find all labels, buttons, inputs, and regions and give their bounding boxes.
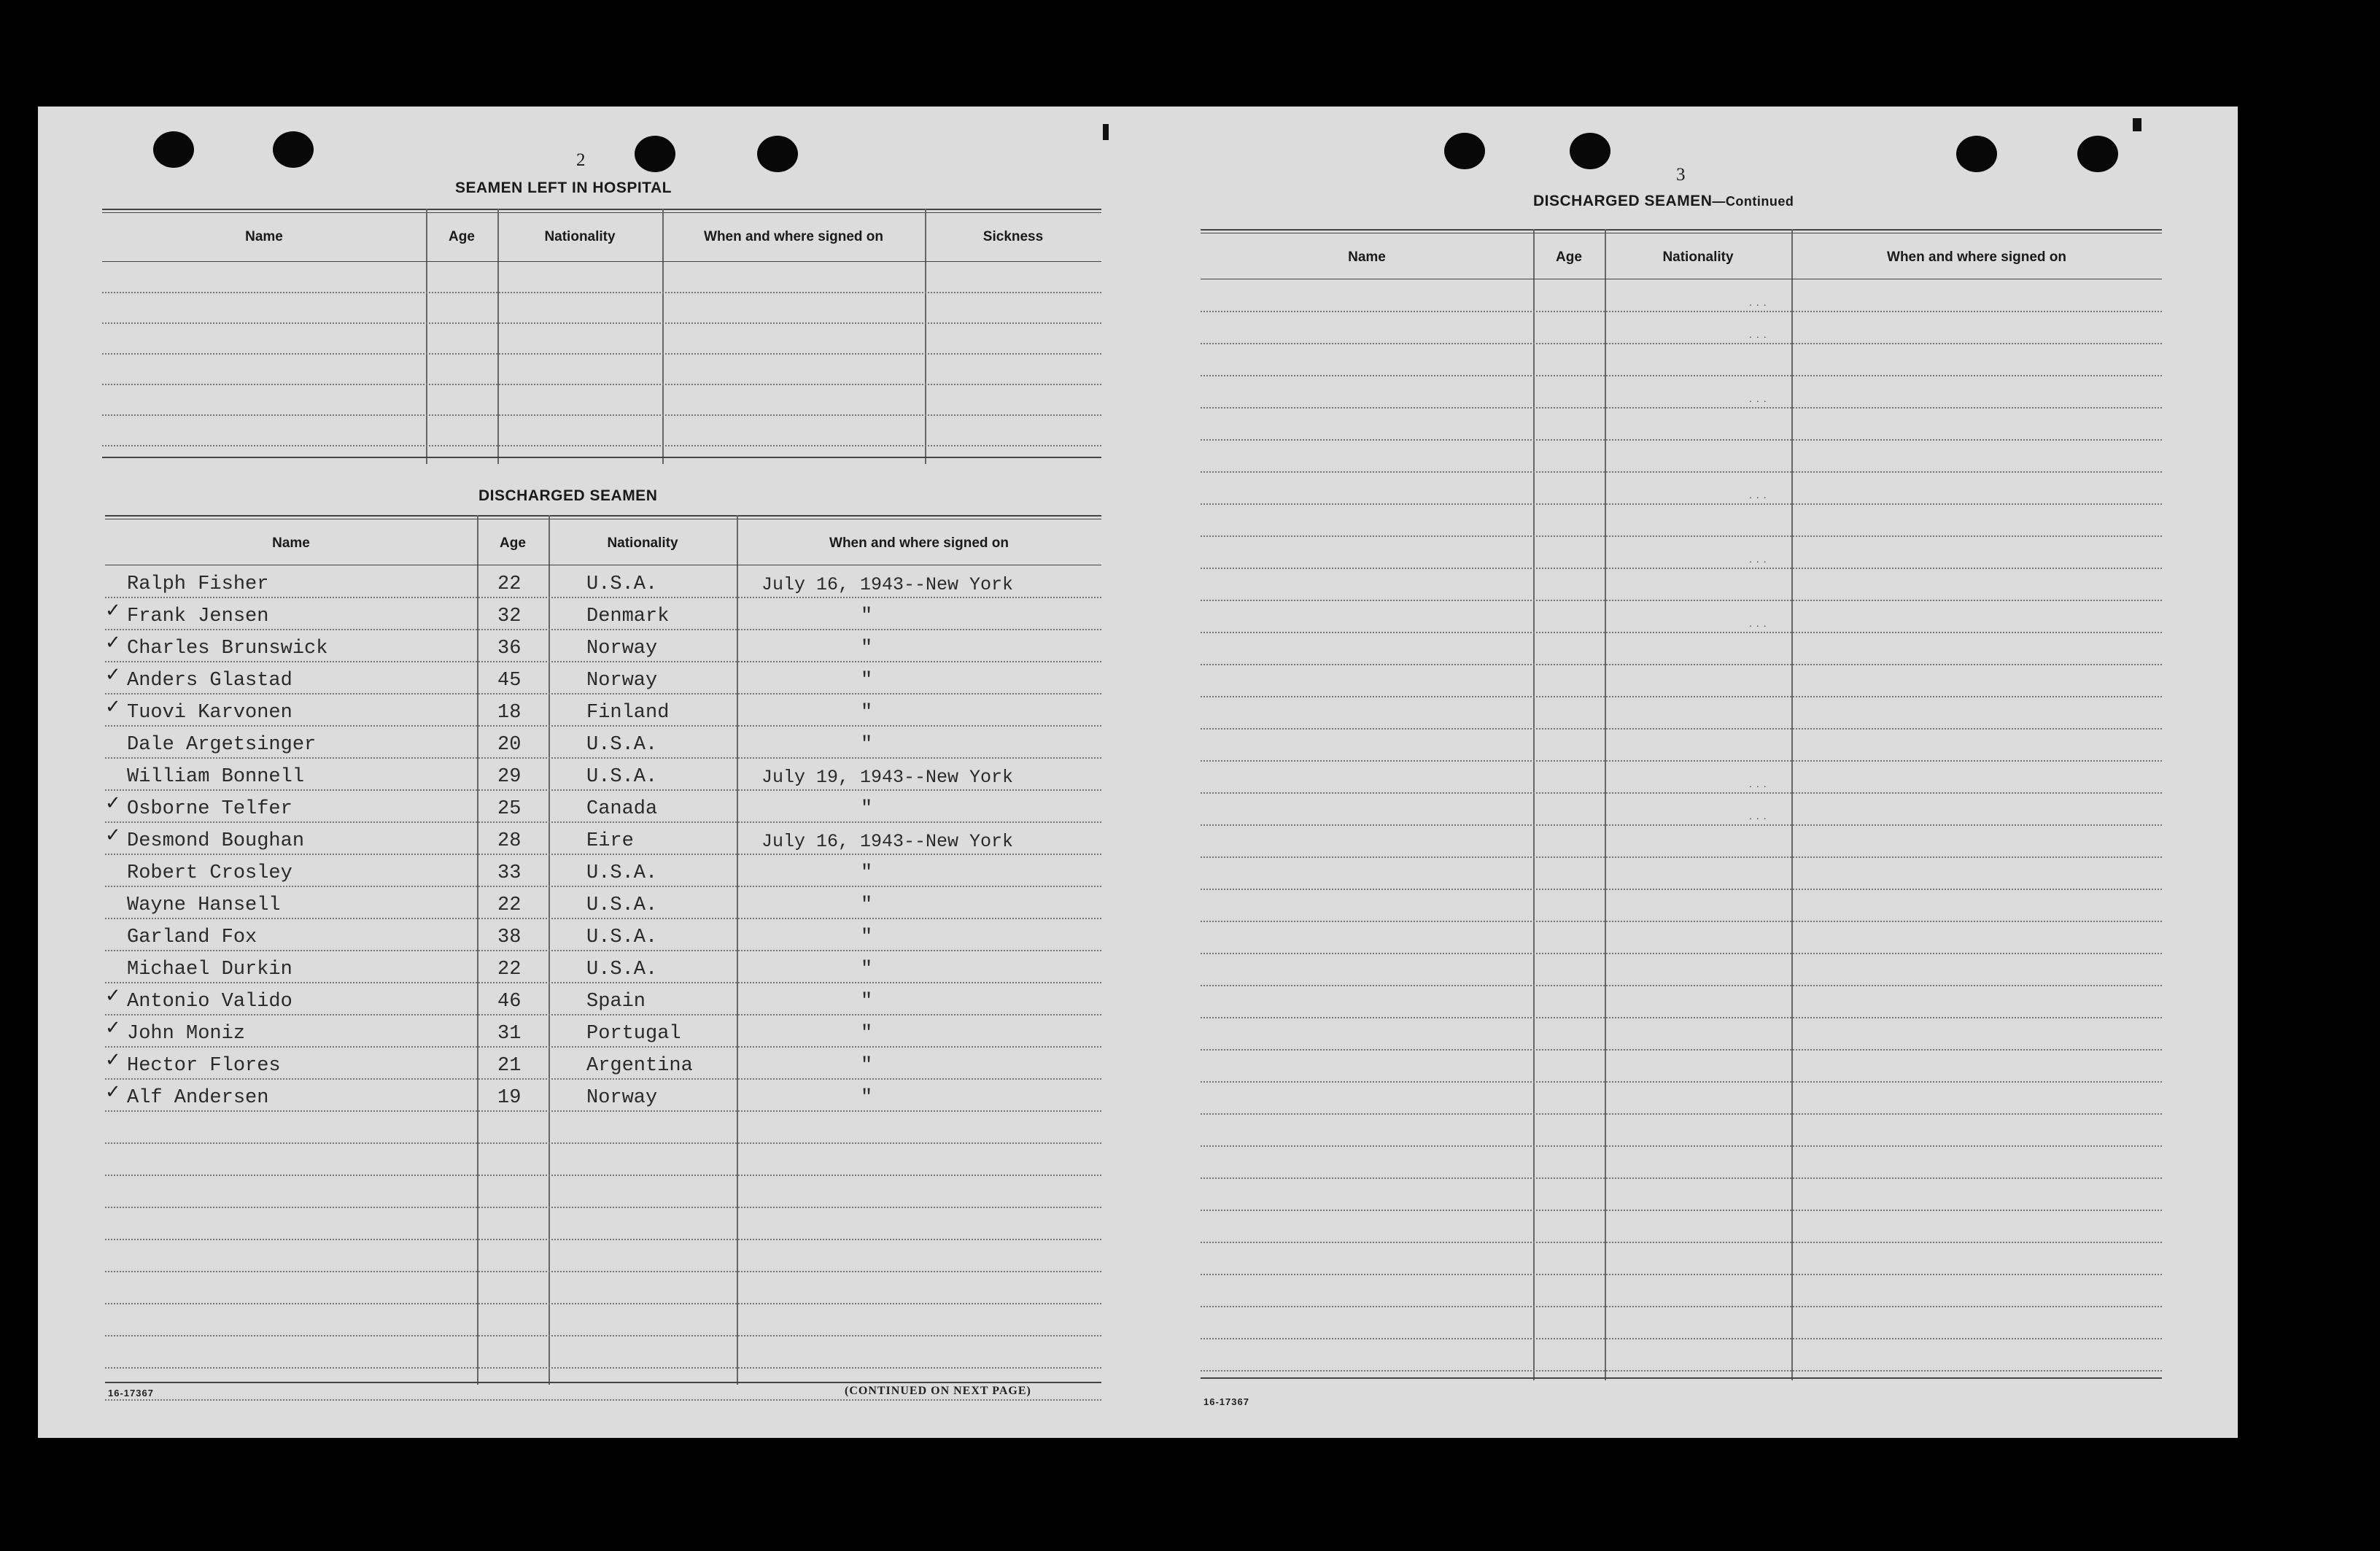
seaman-nationality: Canada xyxy=(586,798,658,820)
table-row xyxy=(105,1078,1101,1112)
table-row xyxy=(105,629,1101,662)
form-number-left: 16-17367 xyxy=(108,1388,154,1399)
seaman-age: 45 xyxy=(497,670,522,692)
seaman-name: William Bonnell xyxy=(127,766,305,788)
ditto-dots: ... xyxy=(1749,392,1771,404)
table-row xyxy=(105,1110,1101,1144)
blank-row xyxy=(1201,1274,2162,1307)
signed-on: " xyxy=(861,1023,873,1045)
table-row xyxy=(105,1271,1101,1304)
seaman-age: 25 xyxy=(497,798,522,820)
hospital-section-title: SEAMEN LEFT IN HOSPITAL xyxy=(455,179,672,196)
signed-on: " xyxy=(861,991,873,1013)
seaman-nationality: U.S.A. xyxy=(586,862,658,884)
seaman-nationality: U.S.A. xyxy=(586,927,658,948)
seaman-nationality: U.S.A. xyxy=(586,959,658,981)
column-header-nationality: Nationality xyxy=(607,535,678,551)
discharged-section-title: DISCHARGED SEAMEN xyxy=(478,487,658,504)
signed-on: " xyxy=(861,798,873,820)
blank-row xyxy=(1201,1081,2162,1115)
seaman-name: Charles Brunswick xyxy=(127,638,328,660)
hospital-table xyxy=(102,209,1101,464)
seaman-nationality: U.S.A. xyxy=(586,894,658,916)
ditto-dots: ... xyxy=(1749,810,1771,821)
punch-hole xyxy=(635,136,675,172)
seaman-nationality: U.S.A. xyxy=(586,573,658,595)
punch-hole xyxy=(1570,133,1610,169)
signed-on: " xyxy=(861,959,873,981)
ditto-dots: ... xyxy=(1749,328,1771,340)
scan-mark xyxy=(1103,124,1109,140)
seaman-nationality: Norway xyxy=(586,1087,658,1109)
table-row xyxy=(105,1046,1101,1080)
blank-row xyxy=(1201,1242,2162,1275)
table-row xyxy=(105,1239,1101,1272)
blank-row xyxy=(1201,921,2162,954)
blank-row xyxy=(1201,343,2162,376)
signed-on: " xyxy=(861,702,873,724)
table-row xyxy=(105,982,1101,1016)
discharged-table xyxy=(105,515,1101,1385)
blank-row xyxy=(1201,568,2162,601)
seaman-name: Dale Argetsinger xyxy=(127,734,317,756)
signed-on: July 16, 1943--New York xyxy=(761,831,1014,852)
table-row xyxy=(105,661,1101,695)
signed-on: July 19, 1943--New York xyxy=(761,767,1014,788)
table-row xyxy=(105,821,1101,855)
seaman-name: Wayne Hansell xyxy=(127,894,281,916)
table-row xyxy=(105,950,1101,983)
table-row xyxy=(105,757,1101,791)
seaman-age: 46 xyxy=(497,991,522,1013)
seaman-age: 29 xyxy=(497,766,522,788)
punch-hole xyxy=(1956,136,1997,172)
blank-row xyxy=(1201,1113,2162,1147)
signed-on: " xyxy=(861,734,873,756)
table-row xyxy=(105,1335,1101,1369)
right-title-suffix: —Continued xyxy=(1712,194,1794,209)
blank-row xyxy=(1201,824,2162,858)
ditto-dots: ... xyxy=(1749,489,1771,500)
column-header-nationality: Nationality xyxy=(544,229,616,244)
blank-row xyxy=(1201,728,2162,762)
seaman-name: Garland Fox xyxy=(127,927,257,948)
blank-row xyxy=(1201,856,2162,890)
blank-row xyxy=(1201,760,2162,794)
table-row xyxy=(105,597,1101,630)
form-number-right: 16-17367 xyxy=(1203,1396,1249,1407)
signed-on: " xyxy=(861,638,873,660)
seaman-name: Desmond Boughan xyxy=(127,830,305,852)
seaman-age: 31 xyxy=(497,1023,522,1045)
check-mark: ✓ xyxy=(105,632,121,654)
seaman-age: 19 xyxy=(497,1087,522,1109)
blank-row xyxy=(1201,1049,2162,1083)
scan-mark xyxy=(2133,118,2141,131)
blank-row xyxy=(1201,1210,2162,1243)
table-row xyxy=(105,1303,1101,1337)
table-row xyxy=(105,1014,1101,1048)
seaman-nationality: Argentina xyxy=(586,1055,693,1077)
check-mark: ✓ xyxy=(105,1017,121,1039)
seaman-age: 18 xyxy=(497,702,522,724)
check-mark: ✓ xyxy=(105,664,121,686)
seaman-name: Osborne Telfer xyxy=(127,798,292,820)
signed-on: " xyxy=(861,862,873,884)
punch-hole xyxy=(273,131,314,168)
blank-row xyxy=(1201,889,2162,922)
seaman-age: 33 xyxy=(497,862,522,884)
blank-row xyxy=(1201,1338,2162,1372)
page-number-right: 3 xyxy=(1676,165,1686,185)
blank-row xyxy=(1201,600,2162,633)
check-mark: ✓ xyxy=(105,985,121,1007)
signed-on: July 16, 1943--New York xyxy=(761,574,1014,595)
blank-row xyxy=(1201,407,2162,441)
column-header-sickness: Sickness xyxy=(982,229,1044,244)
table-row xyxy=(105,565,1101,598)
check-mark: ✓ xyxy=(105,696,121,718)
table-row xyxy=(105,1142,1101,1176)
blank-row xyxy=(1201,1306,2162,1339)
seaman-age: 36 xyxy=(497,638,522,660)
check-mark: ✓ xyxy=(105,1049,121,1071)
blank-row xyxy=(1201,985,2162,1018)
ditto-dots: ... xyxy=(1749,553,1771,565)
blank-row xyxy=(1201,471,2162,505)
check-mark: ✓ xyxy=(105,792,121,814)
seaman-name: John Moniz xyxy=(127,1023,246,1045)
check-mark: ✓ xyxy=(105,1081,121,1103)
seaman-nationality: Finland xyxy=(586,702,670,724)
check-mark: ✓ xyxy=(105,824,121,846)
table-row xyxy=(105,918,1101,951)
table-row xyxy=(105,886,1101,919)
punch-hole xyxy=(757,136,798,172)
seaman-name: Tuovi Karvonen xyxy=(127,702,292,724)
column-header-nationality: Nationality xyxy=(1662,250,1734,265)
signed-on: " xyxy=(861,1055,873,1077)
seaman-age: 38 xyxy=(497,927,522,948)
punch-hole xyxy=(153,131,194,168)
blank-row xyxy=(1201,696,2162,730)
seaman-name: Robert Crosley xyxy=(127,862,292,884)
seaman-nationality: Norway xyxy=(586,670,658,692)
punch-hole xyxy=(1444,133,1485,169)
seaman-age: 22 xyxy=(497,573,522,595)
column-header-signed-on: When and where signed on xyxy=(704,229,883,244)
blank-row xyxy=(1201,279,2162,312)
seaman-name: Hector Flores xyxy=(127,1055,281,1077)
seaman-nationality: Denmark xyxy=(586,606,670,627)
seaman-name: Frank Jensen xyxy=(127,606,269,627)
signed-on: " xyxy=(861,606,873,627)
signed-on: " xyxy=(861,1087,873,1109)
seaman-age: 20 xyxy=(497,734,522,756)
seaman-nationality: Eire xyxy=(586,830,634,852)
table-row xyxy=(105,854,1101,887)
blank-row xyxy=(1201,535,2162,569)
ditto-dots: ... xyxy=(1749,617,1771,629)
seaman-age: 22 xyxy=(497,959,522,981)
table-row xyxy=(105,693,1101,727)
column-header-signed-on: When and where signed on xyxy=(829,535,1009,551)
seaman-name: Antonio Valido xyxy=(127,991,292,1013)
column-header-age: Age xyxy=(449,229,475,244)
column-header-age: Age xyxy=(500,535,526,551)
page-number-left: 2 xyxy=(576,150,586,170)
seaman-age: 22 xyxy=(497,894,522,916)
seaman-name: Ralph Fisher xyxy=(127,573,269,595)
seaman-name: Alf Andersen xyxy=(127,1087,269,1109)
seaman-nationality: U.S.A. xyxy=(586,734,658,756)
blank-row xyxy=(1201,503,2162,537)
discharged-continued-table xyxy=(1201,229,2162,1380)
right-title-main: DISCHARGED SEAMEN xyxy=(1533,193,1713,209)
ditto-dots: ... xyxy=(1749,296,1771,308)
continued-note: (CONTINUED ON NEXT PAGE) xyxy=(845,1385,1031,1397)
blank-row xyxy=(1201,632,2162,665)
seaman-nationality: U.S.A. xyxy=(586,766,658,788)
table-row xyxy=(105,789,1101,823)
blank-row xyxy=(1201,953,2162,986)
blank-row xyxy=(1201,1145,2162,1179)
blank-row xyxy=(1201,664,2162,697)
right-section-title xyxy=(1533,193,1794,210)
blank-row xyxy=(1201,439,2162,473)
signed-on: " xyxy=(861,894,873,916)
blank-row xyxy=(1201,1017,2162,1051)
seaman-name: Michael Durkin xyxy=(127,959,292,981)
seaman-nationality: Spain xyxy=(586,991,646,1013)
signed-on: " xyxy=(861,927,873,948)
document-sheet xyxy=(38,107,2238,1438)
seaman-age: 21 xyxy=(497,1055,522,1077)
column-header-signed-on: When and where signed on xyxy=(1887,250,2066,265)
punch-hole xyxy=(2077,136,2118,172)
signed-on: " xyxy=(861,670,873,692)
column-header-name: Name xyxy=(245,229,283,244)
column-header-name: Name xyxy=(272,535,310,551)
blank-row xyxy=(1201,792,2162,826)
seaman-age: 32 xyxy=(497,606,522,627)
seaman-name: Anders Glastad xyxy=(127,670,292,692)
seaman-age: 28 xyxy=(497,830,522,852)
column-header-age: Age xyxy=(1556,250,1582,265)
column-header-name: Name xyxy=(1348,250,1386,265)
seaman-nationality: Portugal xyxy=(586,1023,681,1045)
table-row xyxy=(105,725,1101,759)
ditto-dots: ... xyxy=(1749,778,1771,789)
blank-row xyxy=(1201,1177,2162,1211)
seaman-nationality: Norway xyxy=(586,638,658,660)
blank-row xyxy=(1201,375,2162,409)
blank-row xyxy=(1201,311,2162,344)
table-row xyxy=(105,1175,1101,1208)
check-mark: ✓ xyxy=(105,600,121,622)
table-row xyxy=(105,1207,1101,1240)
